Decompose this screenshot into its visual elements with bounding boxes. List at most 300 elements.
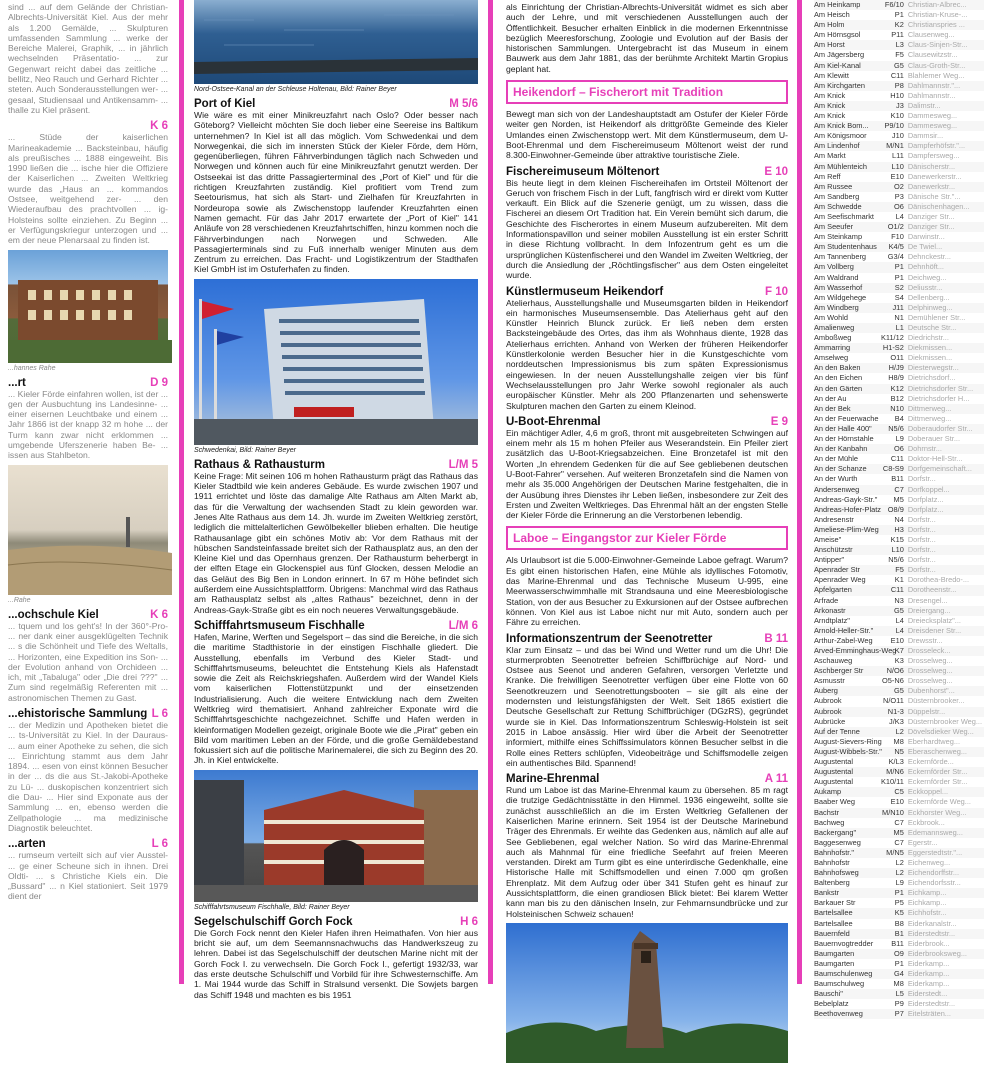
index-row	[814, 797, 984, 807]
index-grid-ref: G5	[893, 60, 904, 70]
index-row	[814, 636, 984, 646]
index-street-second: Darwinstr...	[907, 232, 945, 242]
index-street	[814, 737, 904, 747]
index-street-name: Augustental	[814, 767, 854, 777]
index-street-second: Dietrichsdorfer H...	[907, 393, 970, 403]
index-street	[814, 707, 904, 717]
index-street	[814, 121, 904, 131]
index-street-second: De Twiel...	[907, 242, 943, 252]
photo-kanal	[194, 0, 478, 84]
index-street-name: Am Schwedde	[814, 201, 862, 211]
index-grid-ref: F5	[895, 50, 904, 60]
index-grid-ref: K5	[894, 908, 904, 918]
index-street-second: Dövelsdieker Weg...	[907, 726, 974, 736]
index-grid-ref: M/N1	[886, 141, 904, 151]
index-row	[814, 585, 984, 595]
index-row	[814, 192, 984, 202]
index-row	[814, 828, 984, 838]
index-street	[814, 141, 904, 151]
index-street-name: An der Schanze	[814, 464, 867, 474]
index-street-name: Amalienweg	[814, 323, 855, 332]
index-street-name: An der Wurth	[814, 474, 858, 484]
index-street-second: Blahlemer Weg...	[907, 70, 965, 80]
index-street-second: Danewerkstr...	[907, 181, 956, 191]
index-row	[814, 616, 984, 626]
index-street-second: Eiderbrooksweg...	[907, 948, 967, 958]
index-street-name: Bankstr	[814, 888, 840, 898]
index-street-name: Ameise"	[814, 534, 842, 544]
index-street-name: Am Jägersberg	[814, 50, 865, 60]
index-street-second: Dorfkoppel...	[907, 484, 950, 494]
index-street	[814, 838, 904, 848]
index-street	[814, 192, 904, 202]
index-grid-ref: L9	[895, 878, 904, 888]
index-grid-ref: P1	[894, 958, 904, 968]
index-grid-ref: M8	[893, 979, 904, 989]
index-street-second: Danziger Str...	[907, 211, 955, 221]
index-street	[814, 343, 904, 353]
index-row	[814, 101, 984, 111]
index-street-name: Am Russee	[814, 181, 853, 191]
index-street-name: Bachstr	[814, 807, 840, 817]
index-street-second: Eichkamp...	[907, 898, 947, 908]
index-grid-ref: B8	[894, 918, 904, 928]
index-street	[814, 727, 904, 737]
index-grid-ref: O11	[890, 353, 904, 363]
index-street-second: Dellenberg...	[907, 292, 950, 302]
index-street	[814, 525, 904, 535]
section-title: ...rt	[8, 376, 26, 389]
index-street-name: Arnold-Heller-Str."	[814, 625, 874, 635]
index-street-name: Baumgarten	[814, 948, 855, 958]
index-street-second: Eckhorster Weg...	[907, 807, 967, 817]
index-row	[814, 525, 984, 535]
index-street-second: Christian-Albrec...	[907, 0, 967, 9]
index-street	[814, 898, 904, 908]
index-row	[814, 404, 984, 414]
index-grid-ref: O8/9	[887, 504, 904, 514]
index-row	[814, 252, 984, 262]
index-street-name: Arved-Emminghaus-Weg	[814, 646, 897, 655]
index-row	[814, 929, 984, 939]
index-grid-ref: L10	[891, 545, 904, 555]
index-row	[814, 959, 984, 969]
index-street-second: Christian-Kruse-...	[907, 10, 968, 20]
index-row	[814, 838, 984, 848]
index-grid-ref: N3	[894, 595, 904, 605]
photo-caption: ...Rahe	[8, 596, 31, 604]
index-street-second: Dahlmannstr...	[907, 90, 956, 100]
index-grid-ref: B11	[891, 938, 904, 948]
index-street	[814, 908, 904, 918]
index-street-second: Diekmissen...	[907, 343, 953, 353]
magenta-rule-3	[797, 0, 802, 984]
index-row	[814, 666, 984, 676]
index-street-name: Am Studentenhaus	[814, 242, 877, 252]
index-grid-ref: K3	[894, 656, 904, 666]
section-title: Informationszentrum der Seenotretter	[506, 632, 713, 645]
index-street	[814, 929, 904, 939]
index-grid-ref: P7	[894, 1009, 904, 1019]
index-street-name: Am Sandberg	[814, 191, 860, 201]
index-street-name: Baggesenweg	[814, 837, 861, 847]
index-street-name: Amselweg	[814, 353, 849, 363]
index-street	[814, 202, 904, 212]
index-street-second: Eiderkamp...	[907, 958, 950, 968]
index-street	[814, 596, 904, 606]
index-grid-ref: L2	[895, 868, 904, 878]
index-street	[814, 394, 904, 404]
index-street-name: Am Wildgehege	[814, 292, 867, 302]
index-row	[814, 939, 984, 949]
index-grid-ref: B4	[894, 413, 904, 423]
index-row	[814, 969, 984, 979]
index-grid-ref: M5	[893, 827, 904, 837]
index-street-second: Deliusstr...	[907, 282, 943, 292]
index-street-second: Diesterwegstr...	[907, 363, 959, 373]
index-street	[814, 252, 904, 262]
index-grid-ref: P11	[891, 30, 904, 40]
index-street	[814, 444, 904, 454]
index-street-second: Danziger Str...	[907, 222, 955, 232]
index-street	[814, 686, 904, 696]
museum-building-icon	[194, 770, 478, 902]
index-street-name: Bebelplatz	[814, 999, 849, 1009]
index-row	[814, 373, 984, 383]
index-street-name: Am Steinkamp	[814, 232, 863, 242]
index-grid-ref: E10	[890, 171, 904, 181]
index-street-name: An der Feuerwache	[814, 413, 879, 423]
section-title: ...ochschule Kiel	[8, 608, 99, 621]
building-icon	[8, 250, 172, 363]
index-street	[814, 61, 904, 71]
index-street	[814, 71, 904, 81]
index-grid-ref: J10	[891, 131, 904, 141]
index-street-second: Dänischerstr...	[907, 161, 956, 171]
index-row	[814, 535, 984, 545]
index-row	[814, 545, 984, 555]
index-grid-ref: N1	[894, 312, 904, 322]
index-grid-ref: O2	[893, 181, 904, 191]
index-row	[814, 202, 984, 212]
index-row	[814, 495, 984, 505]
index-street-second: Eggerstedtstr."...	[907, 847, 963, 857]
index-street-second: Dorfstr...	[907, 545, 936, 555]
index-street-second: Eiderbrook...	[907, 938, 950, 948]
index-street-name: Am Wasserhof	[814, 282, 863, 292]
index-street-second: Dorfstr...	[907, 565, 936, 575]
index-grid-ref: K11/12	[880, 333, 904, 343]
index-street-name: Ameliese-Plim-Weg	[814, 524, 879, 534]
index-street	[814, 111, 904, 121]
index-street-second: Eiderkanalstr...	[907, 918, 957, 928]
index-street	[814, 919, 904, 929]
section-band-laboe: Laboe – Eingangstor zur Kieler Förde	[506, 526, 788, 550]
text-marine-ehrenmal: Rund um Laboe ist das Marine-Ehrenmal kaum zu übersehen. 85 m ragt die trutzige Gedächtnisstätte in den Himmel. 1936 eingeweiht, sollte sie zunächst ausschließlich an die im Ersten Weltkrieg Gefallenen der Kaiserlichen Marine erinnern. Seit 1954 ist der Deutsche Marinebund Träger des Ehrenmals. Er weihte das Gedenken aus, nämlich auf alle auf See Gebliebenen, egal welcher Nation. So wird das Marine-Ehrenmal auch als Mahnmal für eine friedliche Seefahrt auf freien Meeren verstanden. Direkt am Turm gibt es eine unterirdische Gedenkhalle, eine Historische Halle mit Schiffsmodellen und einen 7.000 qm großen Ehrenplatz. Mit dem Aufzug oder über 341 Stufen geht es hinauf zur Aussichtsplattform, die einen grandiosen Blick bietet: Bei klarem Wetter kann man bis zu den dänischen Inseln, zur Fehmarnsundbrücke und zur Holsteinischen Schweiz schauen!	[506, 785, 788, 919]
index-street-name: Am Tannenberg	[814, 252, 867, 262]
index-street	[814, 81, 904, 91]
index-street	[814, 384, 904, 394]
index-street-name: Baaber Weg	[814, 797, 855, 807]
index-street-name: Auf der Tenne	[814, 726, 860, 736]
index-row	[814, 777, 984, 787]
index-street	[814, 404, 904, 414]
section-title: Marine-Ehrenmal	[506, 773, 600, 786]
index-street-second: Doktor-Hell-Str...	[907, 454, 963, 464]
index-street	[814, 989, 904, 999]
index-street-second: Eberaschenweg...	[907, 746, 967, 756]
column-center-left	[194, 0, 478, 1000]
index-street-second: Diedrichstr...	[907, 333, 949, 343]
index-street-name: Bachweg	[814, 817, 845, 827]
index-street	[814, 545, 904, 555]
index-grid-ref: L3	[895, 40, 904, 50]
index-grid-ref: L5	[895, 989, 904, 999]
index-grid-ref: L11	[892, 151, 904, 161]
index-street-second: Demühlener Str...	[907, 312, 966, 322]
index-street	[814, 939, 904, 949]
text-fischhalle: Hafen, Marine, Werften und Segelsport – das sind die Bereiche, in die sich die maritime Stadthistorie in der einstigen Fischhalle gliedert. Die Ausstellung, ebenfalls im Verbund des Kieler Stadt- und Schifffahrtsmuseums, beleuchtet die Entstehung Kiels als Hafenstadt sowie die Zeit als Reichskriegshafen. Außerdem wird der Wandel Kiels vom kaiserlichen Flottenstützpunkt und der einsetzenden Industrialisierung. Auch die weitere Entwicklung nach dem Zweiten Weltkrieg wird thematisiert. Anhand zahlreicher Exponate wird die Schifffahrtsgeschichte nachgezeichnet. Schiffe und Hafen werden in kleinformatigen Modellen gezeigt, originale Boote wie die „Pirat" geben ein Bild vom maritimen Leben an der Förde, und die große Gemäldebestand fokussiert sich auf die politische Marinemalerei, die sich zu Beginn des 20. Jh. in Kiel entwickelte.	[194, 631, 478, 766]
index-street-second: Drosselweg...	[907, 676, 953, 686]
index-row	[814, 131, 984, 141]
index-row	[814, 323, 984, 333]
index-street-name: Bauschi"	[814, 989, 843, 999]
text-leuchtturm: ... Kieler Förde einfahren wollen, ist der ... gen der Ausbuchtung ins Landesinne- ... einer eisernen Leuchtbake und einem ... Jahr 1866 ist der knapp 32 m hohe ... der Turm kann zwar nicht erklommen ... umgebende Uferszenerie haben Be- ... issen aus Stahlbeton.	[8, 388, 168, 461]
index-row	[814, 878, 984, 888]
index-grid-ref: F6/10	[884, 0, 904, 9]
section-band-heikendorf: Heikendorf – Fischerort mit Tradition	[506, 80, 788, 104]
index-grid-ref: K10/11	[880, 777, 904, 787]
index-street-second: Dorfplatz...	[907, 494, 944, 504]
index-street-name: Am Waldrand	[814, 272, 859, 282]
text-rathaus: Keine Frage: Mit seinen 106 m hohen Rathausturm prägt das Rathaus das Kieler Stadtbild wie kein anderes Gebäude. Es wurde zwischen 1907 und 1911 errichtet und löste das damalige Alte Rathaus am Alten Markt ab, das für die Verwaltung der wachsenden Stadt zu klein geworden war. Jenes Alte Rathaus aus dem 14. Jh. wurde im Zweiten Weltkrieg zerstört, lediglich die mittelalterlichen Gewölbekeller blieben erhalten. Die heutige Rathausanlage gibt ein schönes Motiv ab: Vor dem Rathaus mit der hübschen Sandsteinfassade breitet sich der Rathausplatz aus, an den der Kleine Kiel und das Opernhaus grenzen. Der Rathausturm beherbergt in der elften Etage ein Glockenspiel aus fünf Glocken, dessen Melodie an das Geläut des Big Ben in London erinnert. In 67 m Höhe befindet sich außerdem eine Aussichtsplattform. Übrigens: Manchmal wird das Rathaus am Rathausplatz selbst als „altes Rathaus" bezeichnet, denn in der Andreas-Gayk-Straße gibt es ein noch neueres Verwaltungsgebäude.	[194, 470, 478, 615]
index-street-name: Am Knick	[814, 100, 846, 110]
index-street-name: Aubrook	[814, 696, 842, 706]
index-street-second: Eckbrook...	[907, 817, 945, 827]
index-street-second: Dorfstr...	[907, 534, 936, 544]
index-row	[814, 919, 984, 929]
index-street-name: Amboßweg	[814, 333, 852, 343]
index-grid-ref: M5	[893, 494, 904, 504]
map-ref: L/M 6	[448, 619, 478, 632]
index-row	[814, 394, 984, 404]
section-title: ...arten	[8, 838, 46, 851]
index-street	[814, 808, 904, 818]
index-row	[814, 50, 984, 60]
text-kuenstlermuseum: Atelierhaus, Ausstellungshalle und Museumsgarten bilden in Heikendorf ein harmonisches Museumsensemble. Das Atelierhaus geht auf den Künstler Heinrich Blunck zurück. Er ließ neben dem ersten Backsteingebäude des Ortes, das ihm als Wohnhaus diente, 1928 das Atelierhaus errichten. Anhand von Werken der früheren Heikendorfer Künstlerkolonie werden Besucher hier in die Kunstgeschichte vom norddeutschen Impressionismus bis zum späten Expressionismus eingewiesen. In der neuen Ausstellungshalle zeigen vier bis fünf Wechselausstellungen pro Jahr Werke sowohl regionaler als auch europäischer Künstler. Mehr als 200 Pflanzenarten und sehenswerte Skulpturen machen den Garten zu einem Kleinod.	[506, 297, 788, 411]
index-grid-ref: C11	[890, 454, 904, 464]
index-grid-ref: L4	[895, 625, 904, 635]
index-row	[814, 898, 984, 908]
index-grid-ref: C11	[890, 70, 904, 80]
index-street-second: Drosselweg...	[907, 666, 953, 676]
index-grid-ref: N/O11	[883, 696, 904, 706]
index-street-second: Drewsstr...	[907, 635, 943, 645]
index-row	[814, 40, 984, 50]
index-street	[814, 868, 904, 878]
section-title: U-Boot-Ehrenmal	[506, 415, 601, 428]
index-row	[814, 656, 984, 666]
index-street-name: Am Reff	[814, 171, 841, 181]
index-row	[814, 464, 984, 474]
index-street-name: An der Bek	[814, 403, 851, 413]
index-grid-ref: O5-N6	[882, 676, 904, 686]
text-landeshaus: ... Stüde der kaiserlichen Marineakademie ... Backsteinbau, häufig als preußisches ... 1888 eingeweiht. Bis 1990 ließen die ... ische hier die Offiziere der Kaiserlichen ... Zweiten Weltkrieg wurde das „Haus an ... kommandos Ostsee, weitgehend zer- ... den Wiederaufbau des prachtvollen ... ig-Holsteins sollte einziehen. Zu Beginn ... er Verfügungskriegur unterzogen und ... em der neue Plenarsaal zu finden ist.	[8, 132, 168, 246]
index-street	[814, 151, 904, 161]
photo-caption: ...hannes Rahe	[8, 364, 56, 372]
text-fischereimuseum: Bis heute liegt in dem kleinen Fischereihafen im Ortsteil Möltenort der Geruch von frischem Fisch in der Luft, fangfrisch wird er direkt vom Kutter verkauft. Ein Blick auf die Szenerie genügt, um zu wissen, dass die Fischerei an diesem Ort Tradition hat. Ein Verein bemüht sich darum, die Geschichte des Fischerortes in einem Museum aufzubereiten. Mit dem Informationspavillon und seiner mobilen Ausstellung ist ein erster Schritt in diese Richtung vollbracht. In dem Infozentrum geht es um die ursprünglichen Küstenfischerei und den Wandel im Zweiten Weltkrieg, der durch die Ansiedlung der „Röchtlingsfischer" aus dem Osten eingeleitet wurde.	[506, 177, 788, 281]
index-street-name: Am Knick	[814, 111, 846, 121]
index-street-second: Delphinweg...	[907, 302, 953, 312]
index-row	[814, 81, 984, 91]
index-street-second: Dreiecksplatz"...	[907, 615, 961, 625]
photo-landeshaus	[8, 250, 168, 363]
section-title: Port of Kiel	[194, 98, 256, 110]
index-street	[814, 464, 904, 474]
text-seenotretter: Klar zum Einsatz – und das bei Wind und Wetter rund um die Uhr! Die sturmerprobten Seenotretter befreien Schiffbrüchige auf Nord- und Ostsee aus Seenot und anderen Gefahren, versorgen Verletzte und Kranke. Die freiwilligen Seenotretter verfügen über eine Flotte von 60 Seenotkreuzern und Seenotrettungsbooten – sie gilt als eine der modernsten und leistungsfähigsten der Welt. Seit 1865 existiert die Deutsche Gesellschaft zur Rettung Schiffbrüchiger (DGzRS), gegründet wurde sie in Kiel. Das Informationszentrum Schleswig-Holstein ist seit 2015 in Laboe ansässig. Hier wird über die Arbeit der Seenotretter informiert, mithilfe eines Schiffssimulators können Besucher selbst in die Rolle eines Retters schlüpfen, Videobeiträge und Schiffsmodelle zeigen ein authentisches Bild. Spannend!	[506, 644, 788, 768]
index-street	[814, 242, 904, 252]
index-row	[814, 626, 984, 636]
index-street-second: Claus-Sinjen-Str...	[907, 40, 968, 50]
index-street-name: August-Sievers-Ring	[814, 736, 882, 746]
index-grid-ref: F10	[891, 232, 904, 242]
index-street-name: Antipper"	[814, 555, 845, 565]
index-street-second: Eckernförde Weg...	[907, 797, 971, 807]
index-street	[814, 505, 904, 515]
index-row	[814, 172, 984, 182]
index-grid-ref: C7	[894, 837, 904, 847]
index-row	[814, 111, 984, 121]
index-grid-ref: L2	[895, 726, 904, 736]
index-street-second: Dampferhöfstr."...	[907, 141, 966, 151]
index-street-name: Arthur-Zabel-Weg	[814, 635, 873, 645]
index-row	[814, 454, 984, 464]
index-street	[814, 424, 904, 434]
section-title: Segelschulschiff Gorch Fock	[194, 915, 353, 928]
map-ref: E 9	[770, 415, 788, 428]
index-street	[814, 969, 904, 979]
index-street	[814, 30, 904, 40]
index-grid-ref: E10	[890, 635, 904, 645]
index-street-name: Am Mühlenteich	[814, 161, 867, 171]
index-street-second: Eichenweg...	[907, 857, 951, 867]
map-ref: K 6	[150, 608, 168, 621]
index-street-second: Dittmerweg...	[907, 403, 952, 413]
index-street	[814, 818, 904, 828]
magenta-rule-2	[488, 0, 493, 984]
index-street	[814, 979, 904, 989]
index-street	[814, 333, 904, 343]
index-street-second: Clausewitzstr...	[907, 50, 958, 60]
index-street	[814, 293, 904, 303]
index-street	[814, 273, 904, 283]
index-grid-ref: K4/5	[888, 242, 904, 252]
index-grid-ref: K7	[894, 646, 904, 655]
index-street-second: Dehnckestr...	[907, 252, 951, 262]
index-street-name: Baumschulweg	[814, 979, 865, 989]
index-street-name: Am Heinkamp	[814, 0, 861, 9]
index-row	[814, 151, 984, 161]
index-row	[814, 999, 984, 1009]
index-street	[814, 565, 904, 575]
map-ref: F 10	[764, 285, 788, 298]
index-street-name: Augustental	[814, 777, 854, 787]
index-street-second: Eiderkamp...	[907, 979, 950, 989]
photo-caption: Nord-Ostsee-Kanal an der Schleuse Holtenau, Bild: Rainer Beyer	[194, 86, 397, 93]
index-row	[814, 293, 984, 303]
index-street	[814, 222, 904, 232]
index-street-name: Am Kirchgarten	[814, 80, 865, 90]
index-street-name: An der Mühle	[814, 454, 858, 464]
index-street	[814, 616, 904, 626]
index-street	[814, 434, 904, 444]
index-grid-ref: G4	[893, 969, 904, 978]
index-street	[814, 878, 904, 888]
index-row	[814, 606, 984, 616]
index-grid-ref: L4	[895, 615, 904, 625]
index-grid-ref: H3	[894, 524, 904, 534]
index-street	[814, 131, 904, 141]
index-grid-ref: G5	[893, 605, 904, 615]
index-street-second: Dampfersweg...	[907, 151, 960, 161]
index-row	[814, 474, 984, 484]
index-street-name: Andreas-Gayk-Str."	[814, 494, 878, 504]
index-street-second: Düsternbrooker...	[907, 696, 965, 706]
index-row	[814, 434, 984, 444]
index-street-name: Andersenweg	[814, 484, 860, 494]
index-street	[814, 515, 904, 525]
index-grid-ref: K2	[894, 20, 904, 30]
index-row	[814, 283, 984, 293]
index-street-second: Doberauer Str...	[907, 434, 960, 444]
index-row	[814, 575, 984, 585]
index-street	[814, 212, 904, 222]
index-street	[814, 10, 904, 20]
index-street-second: Dittmerweg...	[907, 413, 952, 423]
index-street	[814, 50, 904, 60]
index-grid-ref: S4	[894, 292, 904, 302]
index-row	[814, 444, 984, 454]
text-medizin: ... der Medizin und Apotheken bietet die ... ts-Universität zu Kiel. In der Dauraus- ... aum einer Apotheke zu sehen, die sich ... Einrichtung stammt aus dem Jahr 1894. ... esen von einst können Besucher in der ... ds die aus St.-Jakobi-Apotheke zu Lü- ... duskopischen konzentriert sich die Dau- ... Hier sind Exponate aus der Sammlung ... en, ebenso werden die Zellpathologie ... ma medizinische Diagnostik beleuchtet.	[8, 719, 168, 833]
index-street-name: Asmusstr	[814, 676, 845, 686]
index-street	[814, 162, 904, 172]
index-row	[814, 808, 984, 818]
photo-ehrenmal	[506, 923, 788, 1063]
index-street-second: Drosselweg...	[907, 656, 953, 666]
index-street-second: Egerstr...	[907, 837, 938, 847]
index-row	[814, 818, 984, 828]
index-street-name: Ammarring	[814, 343, 851, 353]
index-street	[814, 91, 904, 101]
index-grid-ref: O6	[893, 444, 904, 454]
index-street	[814, 40, 904, 50]
index-grid-ref: P5	[894, 898, 904, 908]
index-grid-ref: N5/6	[888, 555, 904, 565]
magenta-rule-1	[179, 0, 184, 984]
index-row	[814, 515, 984, 525]
index-row	[814, 121, 984, 131]
index-grid-ref: E10	[890, 797, 904, 807]
index-grid-ref: M/N6	[886, 767, 904, 777]
section-title: Künstlermuseum Heikendorf	[506, 285, 664, 298]
index-grid-ref: L1	[895, 323, 904, 332]
index-street-name: An den Baken	[814, 363, 861, 373]
index-grid-ref: K10	[890, 111, 904, 121]
index-row	[814, 212, 984, 222]
index-street-name: Augustental	[814, 757, 854, 767]
index-street-name: An der Au	[814, 393, 847, 403]
map-ref: A 11	[764, 773, 788, 786]
